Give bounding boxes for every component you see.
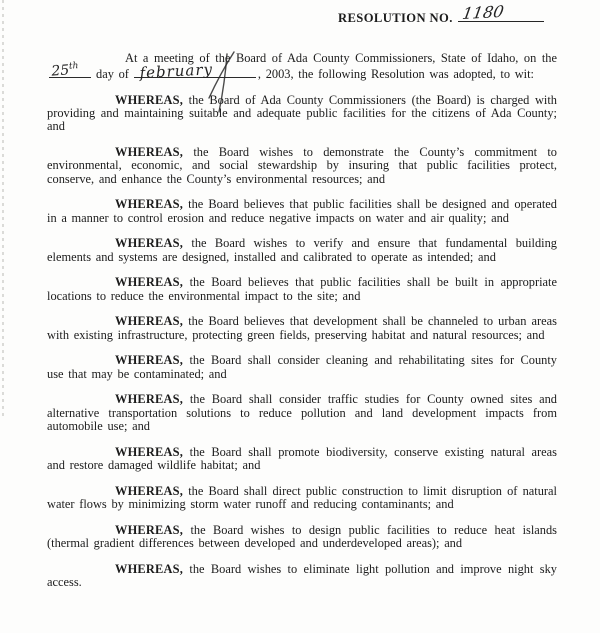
intro-line-2 — [47, 60, 557, 82]
whereas-text: the Board wishes to verify and ensure that fundamental building elements and systems are designed, installed and calibrated to operate as intended; and — [47, 236, 557, 264]
intro-line-2-rest: , 2003, the following Resolution was adopted, to wit: — [257, 67, 534, 82]
whereas-lead: WHEREAS, — [115, 93, 184, 107]
whereas-text: the Board wishes to eliminate light pollution and improve night sky access. — [47, 561, 557, 589]
whereas-paragraph — [47, 146, 557, 186]
whereas-text: the Board believes that public facilities shall be built in appropriate locations to reduce the environmental impact to the site; and — [47, 275, 557, 303]
whereas-lead: WHEREAS, — [115, 444, 184, 459]
scan-edge-artifact — [2, 0, 4, 420]
whereas-lead: WHEREAS, — [115, 236, 184, 251]
whereas-paragraph — [47, 276, 557, 302]
whereas-lead: WHEREAS, — [115, 522, 184, 537]
document-header — [338, 1, 544, 27]
resolution-title-label: RESOLUTION NO. — [338, 11, 453, 25]
whereas-lead: WHEREAS, — [115, 275, 184, 290]
whereas-lead: WHEREAS, — [115, 145, 184, 160]
whereas-text: the Board wishes to demonstrate the County’s commitment to environmental, economic, and social stewardship by insuring that public facilities protect, conserve, and enhance the County’s environmental resources; and — [47, 145, 557, 186]
whereas-text: the Board shall direct public construction to limit disruption of natural water flows by minimizing storm water runoff and reducing contaminants; and — [47, 483, 557, 511]
whereas-paragraph — [47, 237, 557, 263]
resolution-number-handwritten: 1180 — [460, 1, 505, 23]
month-handwritten: february — [139, 60, 214, 82]
whereas-paragraph — [47, 198, 557, 224]
day-ordinal-suffix: th — [68, 61, 79, 73]
whereas-paragraph — [47, 393, 557, 433]
day-number-handwritten: 25th — [50, 61, 79, 80]
whereas-lead: WHEREAS, — [115, 561, 184, 576]
day-number-blank — [49, 61, 91, 80]
whereas-lead: WHEREAS, — [115, 197, 184, 212]
whereas-paragraph — [47, 563, 557, 589]
resolution-number-blank — [458, 1, 544, 23]
whereas-lead: WHEREAS, — [115, 353, 184, 368]
whereas-lead: WHEREAS, — [115, 392, 184, 407]
document-body — [47, 52, 557, 589]
whereas-lead: WHEREAS, — [115, 483, 184, 498]
whereas-paragraphs — [47, 94, 557, 589]
intro-line-1: At a meeting of the Board of Ada County Commissioners, State of Idaho, on the — [125, 51, 557, 65]
day-of-label: day of — [96, 67, 129, 82]
whereas-text: the Board believes that public facilities shall be designed and operated in a manner to control erosion and reduce negative impacts on water and air quality; and — [47, 197, 557, 225]
whereas-text: the Board shall consider traffic studies for County owned sites and alternative transportation solutions to reduce pollution and land development impacts from automobile use; and — [47, 392, 557, 433]
whereas-text: the Board shall promote biodiversity, conserve existing natural areas and restore damaged wildlife habitat; and — [47, 444, 557, 472]
whereas-paragraph — [47, 446, 557, 472]
whereas-text: the Board wishes to design public facilities to reduce heat islands (thermal gradient differences between developed and underdeveloped areas); and — [47, 522, 557, 550]
whereas-paragraph — [47, 524, 557, 550]
intro-paragraph — [47, 52, 557, 81]
whereas-text: the Board of Ada County Commissioners (the Board) is charged with providing and maintaining suitable and adequate public facilities for the citizens of Ada County; and — [47, 93, 557, 134]
whereas-text: the Board shall consider cleaning and rehabilitating sites for County use that may be contaminated; and — [47, 353, 557, 381]
whereas-paragraph — [47, 485, 557, 511]
whereas-paragraph — [47, 94, 557, 134]
whereas-lead: WHEREAS, — [115, 314, 184, 329]
whereas-text: the Board believes that development shall be channeled to urban areas with existing infrastructure, protecting green fields, preserving habitat and natural resources; and — [47, 314, 557, 342]
month-blank — [134, 60, 256, 82]
whereas-paragraph — [47, 354, 557, 380]
whereas-paragraph — [47, 315, 557, 341]
